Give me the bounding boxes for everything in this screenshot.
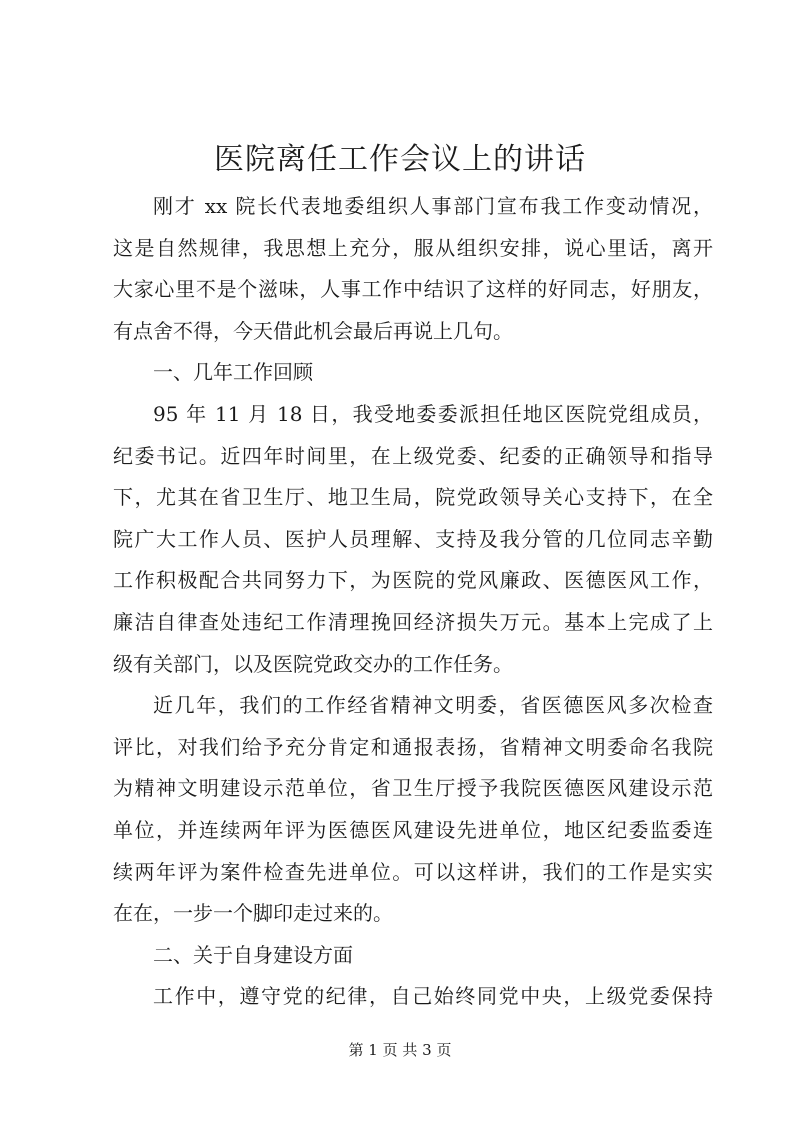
body-line: 为精神文明建设示范单位，省卫生厅授予我院医德医风建设示范: [113, 776, 713, 801]
body-line: 评比，对我们给予充分肯定和通报表扬，省精神文明委命名我院: [113, 734, 713, 759]
section-heading: 二、关于自身建设方面: [153, 942, 353, 967]
body-line: 级有关部门，以及医院党政交办的工作任务。: [113, 651, 513, 676]
body-line: 纪委书记。近四年时间里，在上级党委、纪委的正确领导和指导: [113, 443, 713, 468]
body-line: 廉洁自律查处违纪工作清理挽回经济损失万元。基本上完成了上: [113, 609, 713, 634]
body-line: 有点舍不得，今天借此机会最后再说上几句。: [113, 318, 513, 343]
body-line: 续两年评为案件检查先进单位。可以这样讲，我们的工作是实实: [113, 859, 713, 884]
body-line: 刚才 xx 院长代表地委组织人事部门宣布我工作变动情况，: [153, 194, 713, 218]
section-heading: 一、几年工作回顾: [153, 360, 313, 385]
body-line: 在在，一步一个脚印走过来的。: [113, 901, 393, 926]
body-line: 95 年 11 月 18 日，我受地委委派担任地区医院党组成员，: [153, 401, 713, 426]
body-line: 大家心里不是个滋味，人事工作中结识了这样的好同志，好朋友，: [113, 277, 713, 302]
body-line: 下，尤其在省卫生厅、地卫生局，院党政领导关心支持下，在全: [113, 485, 713, 510]
body-line: 工作积极配合共同努力下，为医院的党风廉政、医德医风工作，: [113, 568, 713, 593]
body-line: 这是自然规律，我思想上充分，服从组织安排，说心里话，离开: [113, 235, 713, 260]
page-footer: 第 1 页 共 3 页: [348, 1041, 452, 1059]
document-body: [113, 186, 713, 1018]
body-line: 工作中，遵守党的纪律，自己始终同党中央，上级党委保持: [153, 984, 713, 1009]
body-line: 院广大工作人员、医护人员理解、支持及我分管的几位同志辛勤: [113, 526, 713, 551]
body-line: 近几年，我们的工作经省精神文明委，省医德医风多次检查: [153, 693, 713, 718]
body-line: 单位，并连续两年评为医德医风建设先进单位，地区纪委监委连: [113, 817, 713, 842]
document-title: 医院离任工作会议上的讲话: [214, 142, 586, 177]
